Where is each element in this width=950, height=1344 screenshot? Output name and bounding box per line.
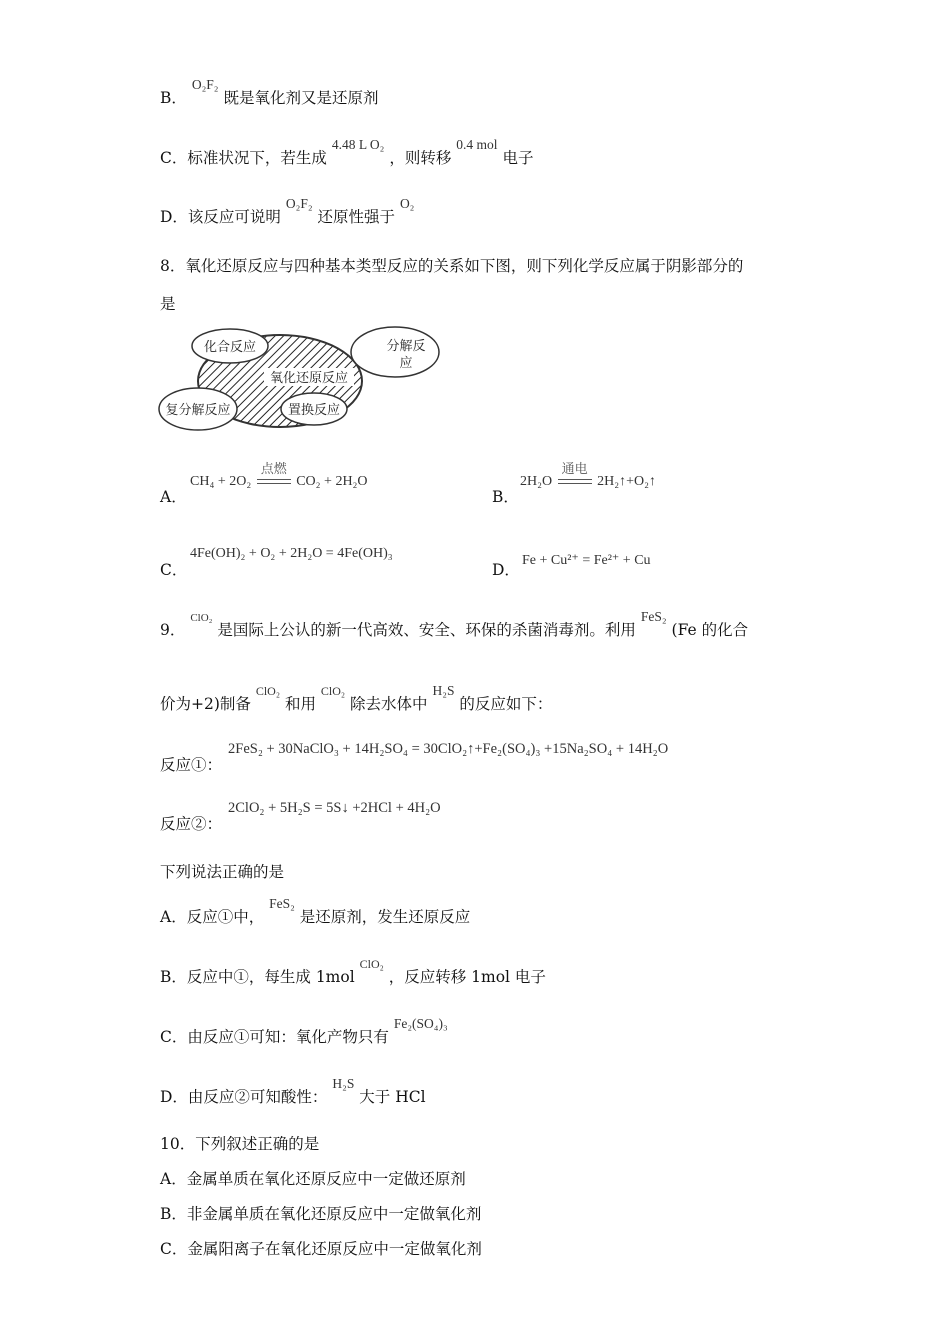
q10-stem: 10．下列叙述正确的是: [160, 1135, 320, 1153]
q8-option-a-label: A．: [160, 488, 187, 506]
q8-option-c-equation: 4Fe(OH)₂ + O₂ + 2H₂O = 4Fe(OH)₃: [190, 546, 393, 561]
q9-stem-line2: 价为+2)制备 $^{ClO_2}$ 和用 $^{ClO_2}$ 除去水体中 H₂S 的反应如下：: [160, 683, 553, 713]
q8-stem: 8．氧化还原反应与四种基本类型反应的关系如下图，则下列化学反应属于阴影部分的: [160, 257, 744, 275]
q9-reaction-2-equation: 2ClO₂ + 5H₂S = 5S↓ +2HCl + 4H₂O: [228, 800, 441, 816]
equals-arrow: [558, 479, 592, 484]
formula: O₂F₂: [191, 77, 219, 92]
equals-arrow: [257, 479, 291, 484]
venn-label-displacement: 置换反应: [287, 403, 341, 418]
q8-option-a-equation: CH₄ + 2O₂ 点燃 CO₂ + 2H₂O: [190, 474, 368, 490]
q9-reaction-1-equation: 2FeS₂ + 30NaClO₃ + 14H₂SO₄ = 30ClO₂↑+Fe₂(SO₄)₃ +15Na₂SO₄ + 14H₂O: [228, 741, 669, 757]
venn-label-double-decomposition: 复分解反应: [165, 403, 231, 418]
venn-diagram: [158, 325, 448, 437]
formula: H₂S: [432, 683, 455, 698]
venn-label-redox: 氧化还原反应: [269, 371, 349, 386]
q9-stem-line1: 9． $^{ClO_2}$ 是国际上公认的新一代高效、安全、环保的杀菌消毒剂。利用 FeS₂ (Fe 的化合: [160, 609, 749, 639]
q9-reaction-2-label: 反应②：: [160, 815, 223, 833]
q10-option-a: A．金属单质在氧化还原反应中一定做还原剂: [160, 1170, 466, 1188]
reaction-condition: 通电: [561, 462, 588, 477]
formula: O₂F₂: [285, 196, 313, 211]
formula: ClO₂: [320, 684, 346, 698]
q9-prompt: 下列说法正确的是: [160, 863, 285, 881]
formula: 0.4 mol: [456, 137, 498, 152]
q7-option-d: D．该反应可说明 O₂F₂ 还原性强于 O₂: [160, 196, 415, 226]
formula: ClO₂: [190, 612, 213, 624]
q9-option-c: C．由反应①可知：氧化产物只有 Fe₂(SO₄)₃: [160, 1016, 448, 1046]
formula: H₂S: [332, 1076, 355, 1091]
q8-option-c-label: C．: [160, 561, 188, 579]
q8-option-d-label: D．: [492, 561, 520, 579]
formula: ClO₂: [255, 684, 281, 698]
formula: FeS₂: [640, 609, 667, 624]
q8-option-b-equation: 2H₂O 通电 2H₂↑+O₂↑: [520, 474, 656, 490]
formula: FeS₂: [269, 896, 295, 911]
q10-option-c: C．金属阳离子在氧化还原反应中一定做氧化剂: [160, 1240, 482, 1258]
q8-option-b-label: B．: [492, 488, 519, 506]
q7-option-c: C．标准状况下，若生成 4.48 L O₂ ，则转移 0.4 mol 电子: [160, 137, 534, 167]
q7-option-b: B． O₂F₂ 既是氧化剂又是还原剂: [160, 77, 379, 107]
formula: ClO₂: [359, 957, 384, 971]
q8-stem-cont: 是: [160, 295, 176, 313]
q9-option-d: D．由反应②可知酸性： H₂S 大于 HCl: [160, 1076, 426, 1106]
venn-label-decomposition: 分解反: [386, 339, 426, 354]
q9-option-a: A．反应①中， FeS₂ 是还原剂，发生还原反应: [160, 896, 471, 926]
venn-label-decomposition-cont: 应: [399, 356, 413, 371]
q8-option-d-equation: Fe + Cu²⁺ = Fe²⁺ + Cu: [522, 553, 651, 568]
q9-reaction-1-label: 反应①：: [160, 756, 223, 774]
reaction-condition: 点燃: [260, 462, 287, 477]
q9-option-b: B．反应中①，每生成 1mol $^{ClO_2}$ ，反应转移 1mol 电子: [160, 957, 546, 986]
q10-option-b: B．非金属单质在氧化还原反应中一定做氧化剂: [160, 1205, 482, 1223]
formula: O₂: [399, 196, 415, 211]
formula: 4.48 L O₂: [331, 137, 385, 152]
venn-label-combination: 化合反应: [203, 340, 257, 355]
formula: Fe₂(SO₄)₃: [393, 1016, 448, 1031]
